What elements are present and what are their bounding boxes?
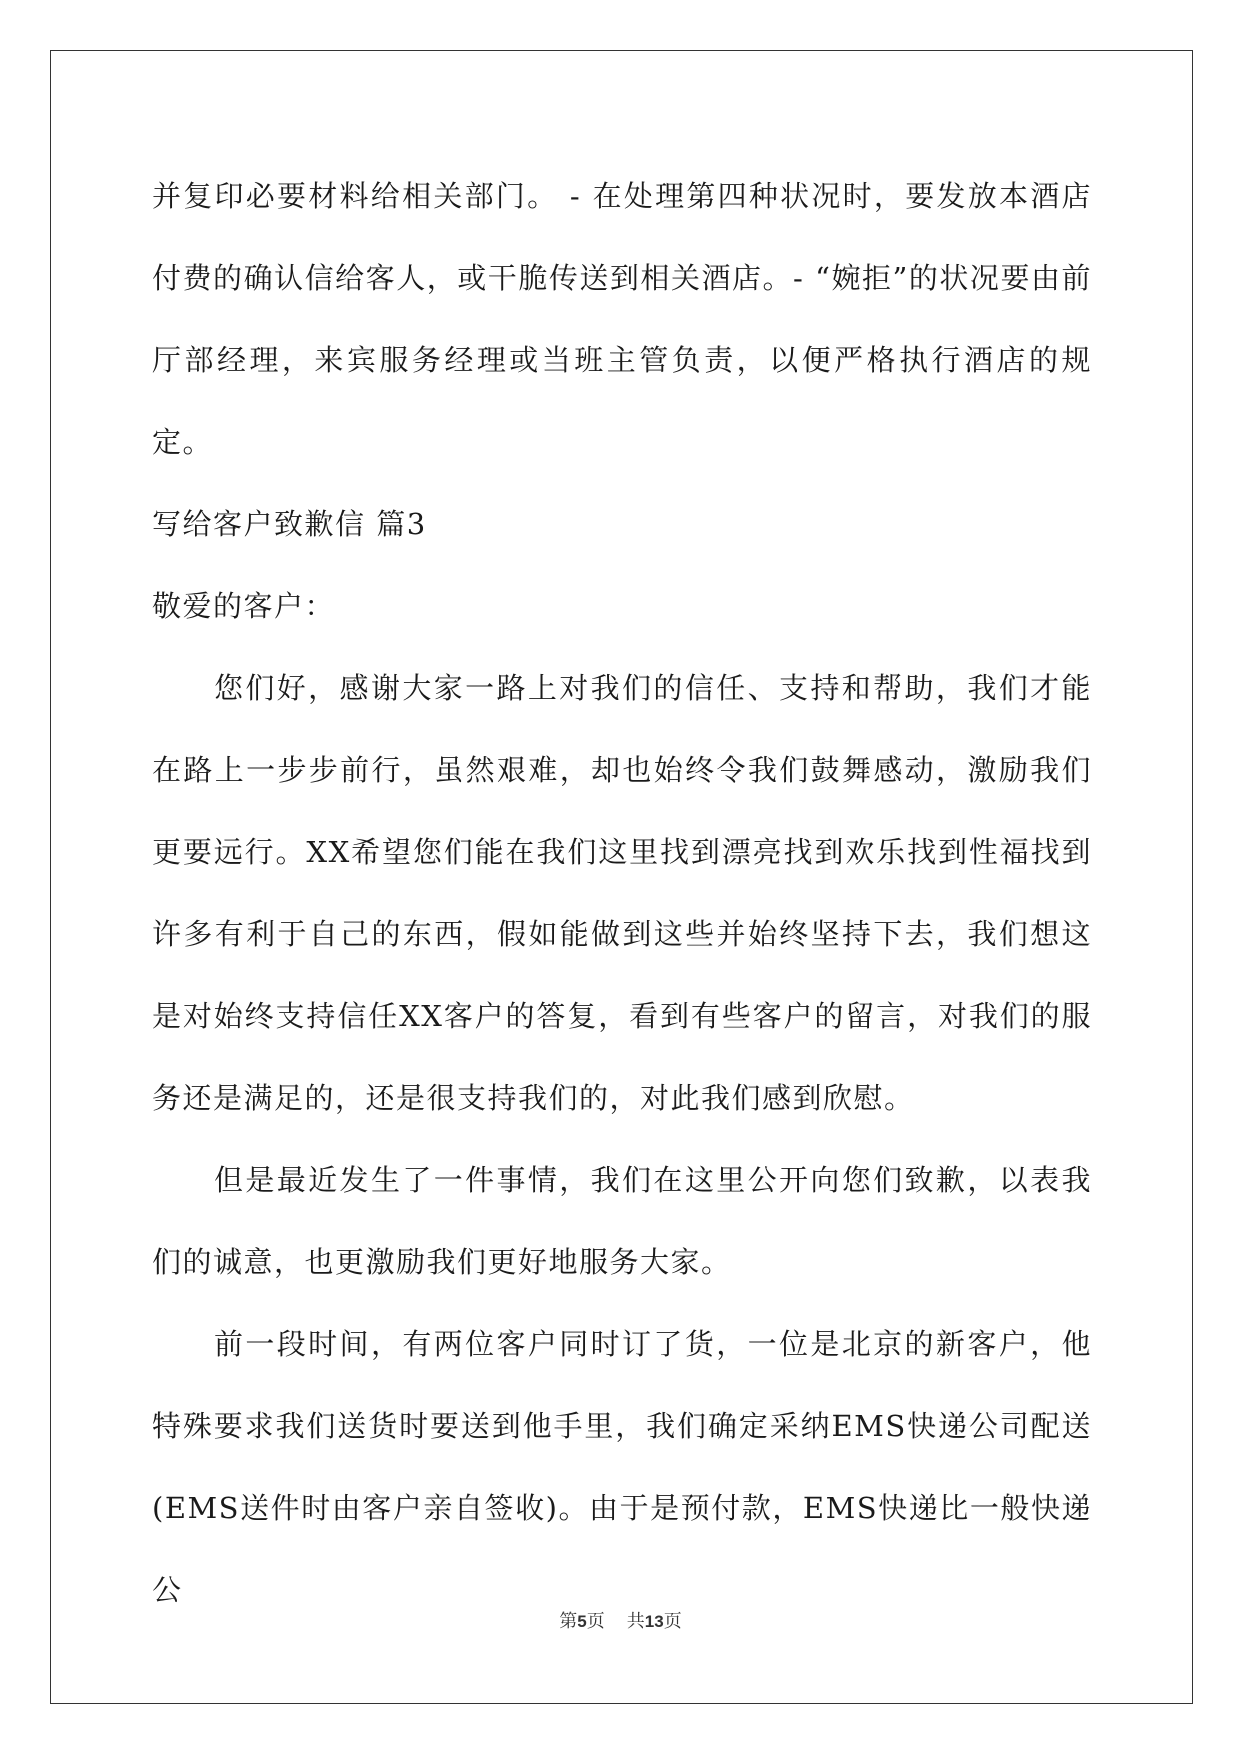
page-footer bbox=[0, 1607, 1241, 1633]
document-body bbox=[152, 155, 1092, 1631]
page-suffix: 页 bbox=[586, 1611, 605, 1632]
body-paragraph-2: 但是最近发生了一件事情，我们在这里公开向您们致歉，以表我们的诚意，也更激励我们更好地服务大家。 bbox=[152, 1163, 1092, 1279]
total-pages: 13 bbox=[644, 1612, 664, 1631]
page-prefix: 第 bbox=[559, 1611, 578, 1632]
total-prefix: 共 bbox=[626, 1611, 645, 1632]
section-heading: 写给客户致歉信 篇3 bbox=[152, 507, 427, 541]
total-suffix: 页 bbox=[663, 1611, 682, 1632]
body-paragraph-3: 前一段时间，有两位客户同时订了货，一位是北京的新客户，他特殊要求我们送货时要送到他手里，我们确定采纳EMS快递公司配送(EMS送件时由客户亲自签收)。由于是预付款，EMS快递比一般快递公 bbox=[152, 1327, 1092, 1607]
salutation: 敬爱的客户： bbox=[152, 589, 336, 623]
body-paragraph-1: 您们好，感谢大家一路上对我们的信任、支持和帮助，我们才能在路上一步步前行，虽然艰难，却也始终令我们鼓舞感动，激励我们更要远行。XX希望您们能在我们这里找到漂亮找到欢乐找到性福找到许多有利于自己的东西，假如能做到这些并始终坚持下去，我们想这是对始终支持信任XX客户的答复，看到有些客户的留言，对我们的服务还是满足的，还是很支持我们的，对此我们感到欣慰。 bbox=[152, 671, 1092, 1115]
page-number: 5 bbox=[577, 1612, 587, 1631]
continued-paragraph: 并复印必要材料给相关部门。 - 在处理第四种状况时，要发放本酒店付费的确认信给客人，或干脆传送到相关酒店。- “婉拒”的状况要由前厅部经理，来宾服务经理或当班主管负责，以便严格执行酒店的规定。 bbox=[152, 179, 1092, 459]
